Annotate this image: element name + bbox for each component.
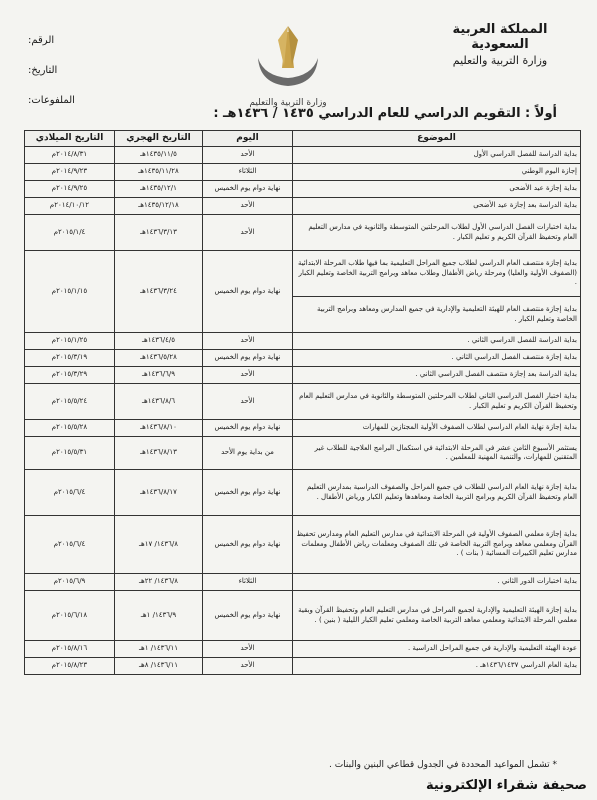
- col-day-header: اليوم: [203, 131, 293, 147]
- topic-cell: بداية الدراسة بعد إجازة منتصف الفصل الدراسي الثاني .: [293, 367, 581, 384]
- col-greg-header: التاريخ الميلادي: [25, 131, 115, 147]
- table-row: [25, 181, 581, 198]
- section-title: أولاً : التقويم الدراسي للعام الدراسي ١٤٣٥ / ١٤٣٦هـ :: [213, 106, 557, 121]
- table-row: [25, 147, 581, 164]
- table-row: [25, 470, 581, 516]
- day-cell: الأحد: [203, 384, 293, 420]
- greg-cell: ٢٠١٥/٣/١٩م: [25, 350, 115, 367]
- greg-cell: ٢٠١٤/٩/٢٣م: [25, 164, 115, 181]
- hijri-cell: ١٤٣٥/١٢/١٨هـ: [115, 198, 203, 215]
- greg-cell: ٢٠١٤/١٠/١٢م: [25, 198, 115, 215]
- letterhead: [425, 22, 575, 67]
- hijri-cell: ١٤٣٦/٦/٩هـ: [115, 367, 203, 384]
- day-cell: الأحد: [203, 641, 293, 658]
- greg-cell: ٢٠١٥/٦/١٨م: [25, 591, 115, 641]
- table-row: [25, 641, 581, 658]
- greg-cell: ٢٠١٥/٥/٢٤م: [25, 384, 115, 420]
- day-cell: نهاية دوام يوم الخميس: [203, 181, 293, 198]
- day-cell: نهاية دوام يوم الخميس: [203, 516, 293, 574]
- field-attachments: الملفوعات:: [28, 95, 75, 106]
- hijri-cell: ١٤٣٦/٤/٥هـ: [115, 333, 203, 350]
- topic-cell: بداية العام الدراسي ١٤٣٦/١٤٣٧هـ .: [293, 658, 581, 675]
- footnote: * تشمل المواعيد المحددة في الجدول قطاعي البنين والبنات .: [328, 760, 557, 770]
- greg-cell: ٢٠١٥/٨/١٦م: [25, 641, 115, 658]
- table-row: [25, 350, 581, 367]
- day-cell: نهاية دوام يوم الخميس: [203, 470, 293, 516]
- topic-cell: بداية اختبارات الفصل الدراسي الأول لطلاب المرحلتين المتوسطة والثانوية في مدارس التعليم العام وتحفيظ القرآن الكريم و تعليم الكبار .: [293, 215, 581, 251]
- reference-fields: [28, 35, 148, 125]
- greg-cell: ٢٠١٥/٥/٣١م: [25, 437, 115, 470]
- topic-cell: إجازة اليوم الوطني: [293, 164, 581, 181]
- topic-cell: بداية إجازة منتصف الفصل الدراسي الثاني .: [293, 350, 581, 367]
- day-cell: الثلاثاء: [203, 164, 293, 181]
- topic-cell: بداية إجازة معلمي الصفوف الأولية في المرحلة الابتدائية في مدارس التعليم العام ومدارس تحفيظ القرآن ومعلمي معاهد وبرامج التربية الخاصة في تلك الصفوف ومعلمات رياض الأطفال ومعلمات مدارس تعليم الكبيرات المسائية ( بنات ) .: [293, 516, 581, 574]
- topic-cell: بداية اختبار الفصل الدراسي الثاني لطلاب المرحلتين المتوسطة والثانوية في مدارس التعليم العام وتحفيظ القرآن الكريم و تعليم الكبار .: [293, 384, 581, 420]
- table-row: [25, 198, 581, 215]
- day-cell: نهاية دوام يوم الخميس: [203, 350, 293, 367]
- day-cell: الأحد: [203, 215, 293, 251]
- topic-cell: بداية إجازة منتصف العام للهيئة التعليمية والإدارية في جميع المدارس ومعاهد وبرامج التربية الخاصة وتعليم الكبار .: [293, 297, 581, 333]
- hijri-cell: ١٤٣٦/٨/١٧هـ: [115, 470, 203, 516]
- table-row: [25, 333, 581, 350]
- greg-cell: ٢٠١٤/٩/٢٥م: [25, 181, 115, 198]
- hijri-cell: ١٤٣٥/١١/٥هـ: [115, 147, 203, 164]
- logo-icon: [238, 18, 338, 98]
- topic-cell: بداية الدراسة بعد إجازة عيد الأضحى: [293, 198, 581, 215]
- day-cell: نهاية دوام يوم الخميس: [203, 251, 293, 333]
- watermark-text: صحيفة شقراء الإلكترونية: [426, 778, 587, 793]
- col-topic-header: الموضوع: [293, 131, 581, 147]
- day-cell: الأحد: [203, 367, 293, 384]
- table-row: [25, 591, 581, 641]
- field-date: التاريخ:: [28, 65, 58, 76]
- topic-cell: عودة الهيئة التعليمية والإدارية في جميع المراحل الدراسية .: [293, 641, 581, 658]
- table-row: [25, 574, 581, 591]
- greg-cell: ٢٠١٥/٨/٢٣م: [25, 658, 115, 675]
- hijri-cell: ١٤٣٦/٨/ ٢٢هـ: [115, 574, 203, 591]
- calendar-table: [24, 130, 581, 675]
- table-row: [25, 251, 581, 297]
- hijri-cell: ١٤٣٦/٨/١٠هـ: [115, 420, 203, 437]
- table-row: [25, 658, 581, 675]
- topic-cell: بداية إجازة نهاية العام الدراسي لطلاب الصفوف الأولية المجتازين للمهارات: [293, 420, 581, 437]
- col-hijri-header: التاريخ الهجري: [115, 131, 203, 147]
- hijri-cell: ١٤٣٦/١١/ ١هـ: [115, 641, 203, 658]
- topic-cell: بداية إجازة نهاية العام الدراسي للطلاب في جميع المراحل والصفوف الدراسية بمدارس التعليم العام وتحفيظ القرآن الكريم وبرامج التربية الخاصة ومعاهدها وتعليم الكبار ورياض الأطفال .: [293, 470, 581, 516]
- day-cell: الأحد: [203, 147, 293, 164]
- hijri-cell: ١٤٣٦/٩/ ١هـ: [115, 591, 203, 641]
- day-cell: من بداية يوم الأحد: [203, 437, 293, 470]
- topic-cell: بداية الدراسة للفصل الدراسي الثاني .: [293, 333, 581, 350]
- topic-cell: يستثمر الأسبوع الثامن عشر في المرحلة الابتدائية في استكمال البرامج العلاجية للطلاب غير المتقنين للمهارات، والتنمية المهنية للمعلمين .: [293, 437, 581, 470]
- greg-cell: ٢٠١٥/١/٢٥م: [25, 333, 115, 350]
- topic-cell: بداية إجازة منتصف العام الدراسي لطلاب جميع المراحل التعليمية بما فيها طلاب المرحلة الابتدائية (الصفوف الأولية والعليا) ومرحلة رياض الأطفال وطلاب معاهد وبرامج التربية الخاصة وتعليم الكبار .: [293, 251, 581, 297]
- hijri-cell: ١٤٣٦/١١/ ٨هـ: [115, 658, 203, 675]
- field-number: الرقم:: [28, 35, 55, 46]
- greg-cell: ٢٠١٥/٦/٤م: [25, 470, 115, 516]
- table-row: [25, 437, 581, 470]
- day-cell: الثلاثاء: [203, 574, 293, 591]
- day-cell: نهاية دوام يوم الخميس: [203, 420, 293, 437]
- greg-cell: ٢٠١٥/٦/٤م: [25, 516, 115, 574]
- topic-cell: بداية إجازة عيد الأضحى: [293, 181, 581, 198]
- hijri-cell: ١٤٣٦/٣/٢٤هـ: [115, 251, 203, 333]
- hijri-cell: ١٤٣٦/٥/٢٨هـ: [115, 350, 203, 367]
- day-cell: نهاية دوام يوم الخميس: [203, 591, 293, 641]
- greg-cell: ٢٠١٥/٥/٢٨م: [25, 420, 115, 437]
- greg-cell: ٢٠١٥/٦/٩م: [25, 574, 115, 591]
- greg-cell: ٢٠١٥/١/٤م: [25, 215, 115, 251]
- logo-caption: وزارة التربية والتعليم: [249, 98, 327, 108]
- table-row: [25, 516, 581, 574]
- table-row: [25, 420, 581, 437]
- hijri-cell: ١٤٣٦/٨/ ١٧هـ: [115, 516, 203, 574]
- table-row: [25, 164, 581, 181]
- day-cell: الأحد: [203, 198, 293, 215]
- hijri-cell: ١٤٣٦/٨/٦هـ: [115, 384, 203, 420]
- greg-cell: ٢٠١٥/٣/٢٩م: [25, 367, 115, 384]
- table-row: [25, 367, 581, 384]
- hijri-cell: ١٤٣٥/١١/٢٨هـ: [115, 164, 203, 181]
- topic-cell: بداية اختبارات الدور الثاني .: [293, 574, 581, 591]
- greg-cell: ٢٠١٤/٨/٣١م: [25, 147, 115, 164]
- day-cell: الأحد: [203, 333, 293, 350]
- day-cell: الأحد: [203, 658, 293, 675]
- table-row: [25, 215, 581, 251]
- hijri-cell: ١٤٣٦/٣/١٣هـ: [115, 215, 203, 251]
- greg-cell: ٢٠١٥/١/١٥م: [25, 251, 115, 333]
- hijri-cell: ١٤٣٥/١٢/١هـ: [115, 181, 203, 198]
- table-row: [25, 384, 581, 420]
- table-header-row: [25, 131, 581, 147]
- topic-cell: بداية إجازة الهيئة التعليمية والإدارية لجميع المراحل في مدارس التعليم العام وتحفيظ القرآن وبقية معلمي المرحلة الابتدائية ومعلمي معاهد التربية الخاصة ومعلمي تعليم الكبار الليلية ( بنين ) .: [293, 591, 581, 641]
- topic-cell: بداية الدراسة للفصل الدراسي الأول: [293, 147, 581, 164]
- ministry-logo: [238, 18, 338, 118]
- ministry-name: وزارة التربية والتعليم: [452, 54, 548, 67]
- hijri-cell: ١٤٣٦/٨/١٣هـ: [115, 437, 203, 470]
- kingdom-name: المملكة العربية السعودية: [452, 22, 548, 52]
